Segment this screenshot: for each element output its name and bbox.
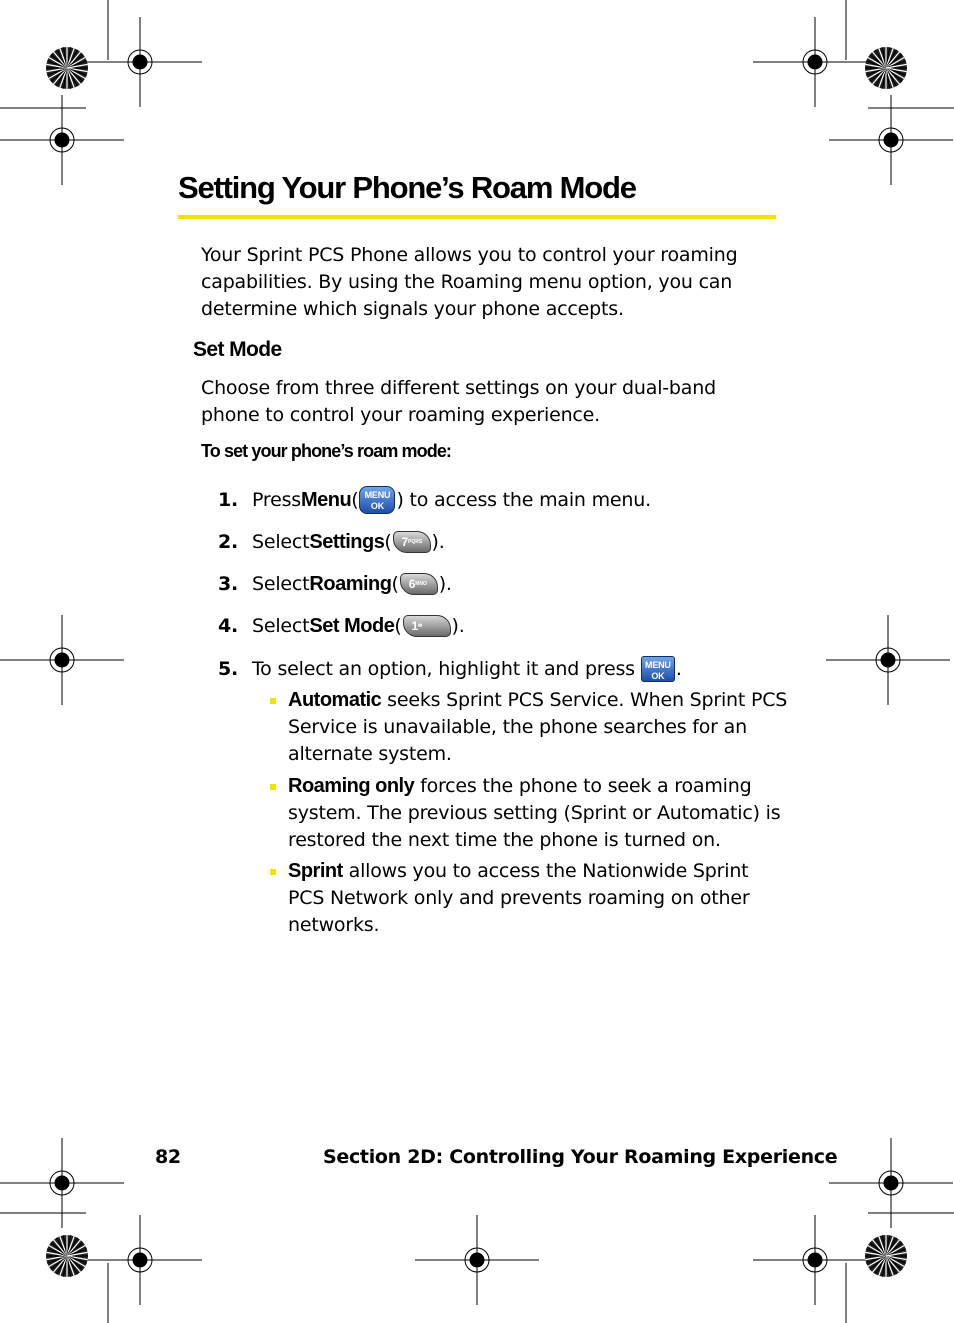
option-roaming-only: Roaming only forces the phone to seek a roaming system. The previous setting (Sprint or Automatic) is restored the next time the phone is turned on. xyxy=(288,773,788,854)
step-3: 3. Select Roaming ( $6^{MNO}$ ). xyxy=(218,572,452,595)
color-bar-star-icon xyxy=(865,47,907,89)
title-underline xyxy=(178,215,776,219)
registration-mark-icon xyxy=(78,1215,202,1305)
step-number: 4. xyxy=(218,615,239,637)
color-bar-star-icon xyxy=(46,47,88,89)
step-1: 1. Press Menu ( MENU OK ) to access the main menu. xyxy=(218,485,651,515)
section-footer: Section 2D: Controlling Your Roaming Experience xyxy=(323,1146,838,1168)
procedure-lead: To set your phone’s roam mode: xyxy=(201,441,452,461)
page-number: 82 xyxy=(155,1146,181,1168)
description-paragraph: Choose from three different settings on your dual-band phone to control your roaming experience. xyxy=(201,377,716,426)
registration-mark-icon xyxy=(78,17,202,107)
step-2: 2. Select Settings ( $7^{PQRS}$ ). xyxy=(218,530,445,553)
option-sprint: Sprint allows you to access the Nationwide Sprint PCS Network only and prevents roaming on other networks. xyxy=(288,858,788,939)
registration-mark-icon xyxy=(753,1215,877,1305)
registration-mark-icon xyxy=(753,17,877,107)
step-number: 3. xyxy=(218,573,239,595)
registration-mark-icon xyxy=(826,615,950,705)
key-1-voicemail-icon: 1✉ xyxy=(403,615,451,637)
key-6-icon: $6^{MNO}$ xyxy=(400,573,438,595)
step-number: 1. xyxy=(218,489,239,511)
page-title: Setting Your Phone’s Roam Mode xyxy=(178,170,636,205)
intro-paragraph: Your Sprint PCS Phone allows you to control your roaming capabilities. By using the Roaming menu option, you can determine which signals your phone accepts. xyxy=(201,244,738,320)
key-7-icon: $7^{PQRS}$ xyxy=(393,531,431,553)
color-bar-star-icon xyxy=(865,1235,907,1277)
registration-mark-icon xyxy=(415,1215,539,1305)
step-4: 4. Select Set Mode ( 1✉ ). xyxy=(218,614,465,637)
menu-ok-key-icon: MENU OK xyxy=(359,486,395,514)
step-number: 5. xyxy=(218,658,239,680)
registration-mark-icon xyxy=(0,1138,124,1228)
section-subhead: Set Mode xyxy=(193,338,282,361)
color-bar-star-icon xyxy=(46,1235,88,1277)
registration-mark-icon xyxy=(829,1138,953,1228)
option-automatic: Automatic seeks Sprint PCS Service. When Sprint PCS Service is unavailable, the phone searches for an alternate system. xyxy=(288,687,788,768)
step-number: 2. xyxy=(218,531,239,553)
step-5: 5. To select an option, highlight it and press MENU OK . xyxy=(218,658,682,681)
registration-mark-icon xyxy=(0,615,124,705)
menu-ok-key-icon: MENU OK xyxy=(641,656,675,682)
